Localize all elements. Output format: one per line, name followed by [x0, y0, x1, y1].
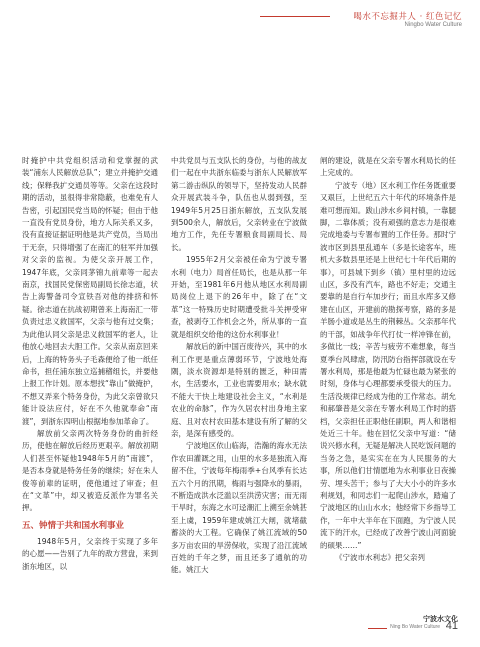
text-column-1: [22, 155, 158, 573]
page-header: [0, 0, 480, 64]
text-column-3: [320, 155, 456, 564]
section-heading: 五、钟情于共和国水利事业: [22, 520, 125, 531]
page-number: 41: [445, 620, 458, 632]
paragraph: 中共党员与五支队长的身份，与他的战友们一起在中共浙东临委与浙东人民解放军第二游击纵队的领导下，坚持发动人民群众开展武装斗争，队伍也从弱到强，至1949年5月25日浙东解放，五支队发展到500余人，解放后，父亲转业在宁波做地方工作，先任专署粮食局副局长、局长。: [171, 156, 307, 252]
header-rule: [260, 16, 330, 17]
paragraph: 1955年2月父亲被任命为宁波专署水利（电力）局首任局长，也是从那一年开始，至1981年6月他从地区水利局副局岗位上退下的26年中，除了在“文革”这一特殊历史时期遭受批斗关押受审查，被剥夺工作机会之外，所从事的一直就是组织交给他的这份水利事业！: [171, 255, 307, 339]
footer-subtitle: Ning Bo Water Culture: [387, 624, 440, 630]
paragraph: 解放后的新中国百废待兴，其中的水利工作更是重点薄弱环节，宁波地处海隅，淡水资源却是特别的匮乏，种田需水，生活要水，工业也需要用水；缺水就不能大干快上地建设社会主义，“水利是农业的命脉”，作为久居农村出身地主家庭、且对农村农田基本建设有所了解的父亲，是深有感受的。: [171, 342, 307, 438]
paragraph: 解放前父亲两次特务身份的曲折经历，使他在解放后经历更艰辛。解放初期人们甚至怀疑他1948年5月的“南渡”，是否本身就是特务任务的继续；好在朱人俊等前辈的证明，使他通过了审查；但在“文革”中，却又被造反派作为罪名关押。: [22, 428, 158, 513]
paragraph: 宁波专（地）区水利工作任务既重要又艰巨，上世纪五六十年代的环境条件是难可想而知。跋山涉水乡间村镇，一靠腿脚，二靠体质；没有顽强的意志力是很难完成地委与专署布置的工作任务。那时宁波市区到县里乱通车（多是长途客车，班机大多数县里还是上世纪七十年代后期的事），可县城下到乡（镇）里村里的边远山区，多没有汽车，路也不好走；交通主要靠的是自行车加步行；而且水库多又修建在山区，开建前的勘探考察，路的多是羊肠小道或是丛生的荆棘丛。父亲那年代的干部，如战争年代打仗一样冲锋在前，多做比一线；辛苦与疲劳不难想象，每当夏季台风肆虐，防汛防台指挥部就设在专署水利局，那是他最为忙碌也最为紧张的时刻，身体与心理都要承受很大的压力。生活没规律已经成为他的工作常态。胡允和郝肇普是父亲在专署水利局工作时的搭档，父亲担任正职他任副职，两人和谐相处近三十年。他在回忆父亲中写道：“储说兴修水利，无疑是解决人民吃饭问题的当务之急，是实实在在为人民服务的大事，所以他们甘情愿地为水利事业日夜操劳、埋头苦干；参与了大大小小的许多水利规划，和同志们一起爬山涉水，踏遍了宁波地区的山山水水；他经常下乡指导工作，一年中大半年在下面跑，为宁波人民流下的汗水，已经成了改善宁波山河面貌的硕果……”: [320, 180, 456, 550]
text-column-2: [171, 155, 307, 577]
running-subtitle: Ningbo Water Culture: [404, 22, 462, 28]
paragraph: 宁波地区依山临海，浩瀚的海水无法作农田灌溉之用，山里的水多是独流入海留不住，宁波每年梅雨季+台风季有长达五六个月的汛期，梅雨与强降水的暴雨，不断造成洪水泛滥以至洪涝灾害；而无雨干旱时，东海之水可迳潮汇上溯至余姚甚至上虞，1959年建成姚江大闸，就堵截蓄淡的大工程。它确保了姚江流域的50多万亩农田的旱涝保收，实现了沿江流域百姓的千年之梦，而且还多了通航的功能。姚江大: [171, 441, 307, 575]
paragraph: 时掩护中共党组织活动和党掌握的武装“浦东人民解放总队”；建立并掩护交通线；保释我扩交通员等等。父亲在这段时期的活动，虽很得非常隐蔽，也难免有人告密，引起国民党当局的怀疑；但由于他一直没有党员身份，地方人际关系又多，没有直接证据证明他是共产党员，当局出于无奈，只得增强了在南汇的驻军并加强对父亲的监视。为使父亲开展工作，1947年底，父亲同茅锦九前辈等一起去南京，找国民党保密局副局长徐志道，状告上海警备司令宣铁吾对他的排挤和怀疑。徐志道在抗战初期曾来上海南汇一带负责过忠义救国军，父亲与他有过交集；为此他认同父亲是忠义救国军的老人，让他放心地回去大胆工作。父亲从南京回来后，上海的特务头子毛森便给了他一纸任命书，担任浦东独立巡捕稽组长，并要他上报工作计划。原本想找“靠山”做掩护，不想又弄来个特务身份，为此父亲曾欲只能计设法应付，好在不久他就奉命“南渡”，到浙东四明山根据地参加革命了。: [22, 156, 158, 426]
paragraph: 闸的建设，就是在父亲专署水利局长的任上完成的。: [320, 156, 456, 178]
footer-title: 宁波水文化: [423, 615, 458, 623]
running-title: 喝水不忘掘井人 · 红色记忆: [353, 12, 462, 22]
paragraph: 1948年5月，父亲终于实现了多年的心愿——告别了九年的敌方营盘，来到浙东地区，以: [22, 536, 158, 571]
paragraph: 《宁波市水利志》把父亲列: [335, 553, 425, 562]
